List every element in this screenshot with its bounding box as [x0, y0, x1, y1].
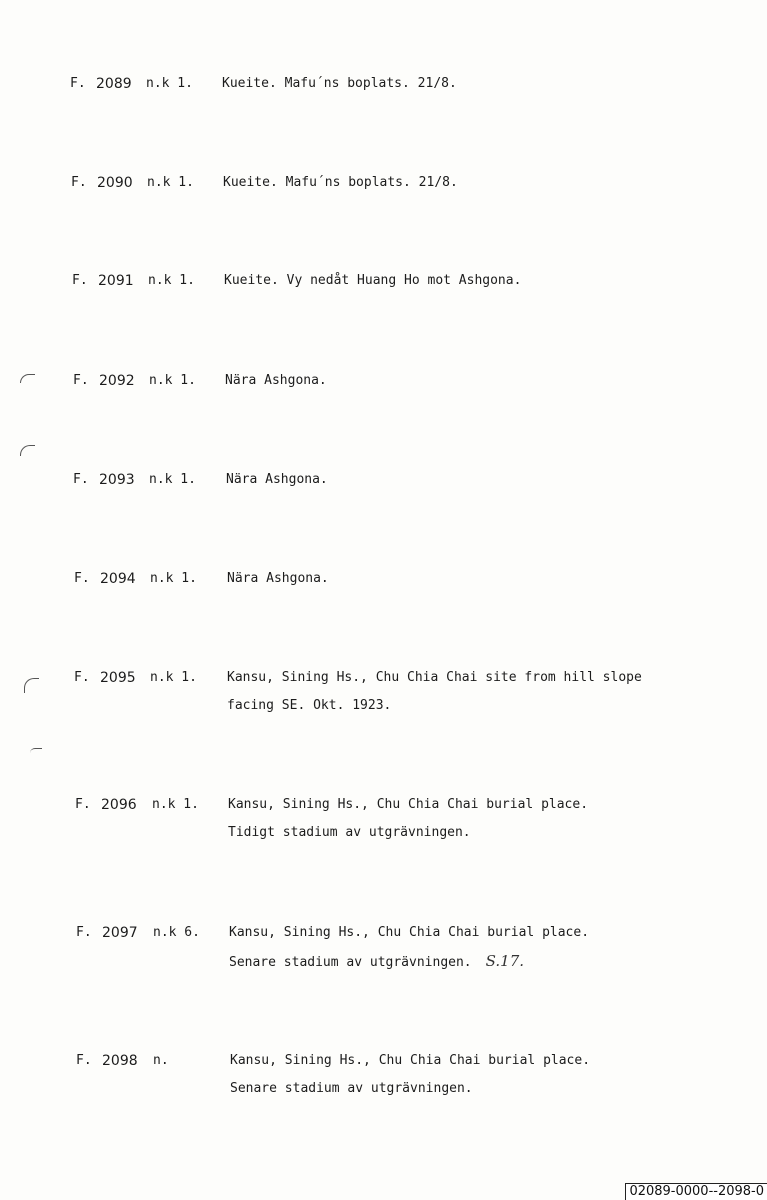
archive-code-label: 02089-0000--2098-0 [625, 1183, 767, 1200]
entry-number: 2090 [97, 175, 133, 191]
entry-prefix: F. [76, 1053, 92, 1068]
entry-prefix: F. [76, 925, 92, 940]
entry-type: n.k 6. [153, 925, 200, 940]
entry-description: Nära Ashgona. [227, 571, 329, 586]
handwritten-note: S.17. [485, 952, 525, 970]
entry-description: Kueite. Mafu´ns boplats. 21/8. [223, 175, 458, 190]
entry-description: Nära Ashgona. [225, 373, 327, 388]
entry-prefix: F. [74, 670, 90, 685]
entry-type: n.k 1. [148, 273, 195, 288]
entry-prefix: F. [70, 76, 86, 91]
entry-number: 2093 [99, 472, 135, 488]
entry-prefix: F. [71, 175, 87, 190]
margin-mark [24, 678, 39, 693]
entry-number: 2091 [98, 273, 134, 289]
entry-number: 2089 [96, 76, 132, 92]
entry-type: n.k 1. [150, 670, 197, 685]
entry-type: n.k 1. [152, 797, 199, 812]
entry-type: n. [153, 1053, 169, 1068]
entry-description: Kueite. Vy nedåt Huang Ho mot Ashgona. [224, 273, 522, 288]
entry-description: Nära Ashgona. [226, 472, 328, 487]
margin-mark [20, 445, 35, 456]
entry-prefix: F. [72, 273, 88, 288]
entry-number: 2096 [101, 797, 137, 813]
entry-description: Kansu, Sining Hs., Chu Chia Chai burial place. [229, 925, 590, 940]
entry-description-line2 [229, 947, 524, 977]
entry-type: n.k 1. [149, 373, 196, 388]
entry-prefix: F. [73, 373, 89, 388]
entry-type: n.k 1. [147, 175, 194, 190]
entry-number: 2098 [102, 1053, 138, 1069]
entry-description: Kansu, Sining Hs., Chu Chia Chai burial place. [228, 797, 589, 812]
margin-mark [20, 374, 35, 383]
entry-prefix: F. [74, 571, 90, 586]
entry-description-line2-text: Senare stadium av utgrävningen. [229, 955, 472, 970]
entry-number: 2097 [102, 925, 138, 941]
entry-number: 2092 [99, 373, 135, 389]
entry-type: n.k 1. [149, 472, 196, 487]
entry-prefix: F. [75, 797, 91, 812]
margin-mark [30, 748, 42, 753]
entry-description-line2: facing SE. Okt. 1923. [227, 698, 392, 713]
entry-description: Kueite. Mafu´ns boplats. 21/8. [222, 76, 457, 91]
entry-description: Kansu, Sining Hs., Chu Chia Chai site from hill slope [227, 670, 642, 685]
entry-type: n.k 1. [146, 76, 193, 91]
entry-description-line2: Tidigt stadium av utgrävningen. [228, 825, 471, 840]
entry-number: 2094 [100, 571, 136, 587]
entry-number: 2095 [100, 670, 136, 686]
entry-prefix: F. [73, 472, 89, 487]
entry-description-line2: Senare stadium av utgrävningen. [230, 1081, 473, 1096]
entry-description: Kansu, Sining Hs., Chu Chia Chai burial place. [230, 1053, 591, 1068]
entry-type: n.k 1. [150, 571, 197, 586]
